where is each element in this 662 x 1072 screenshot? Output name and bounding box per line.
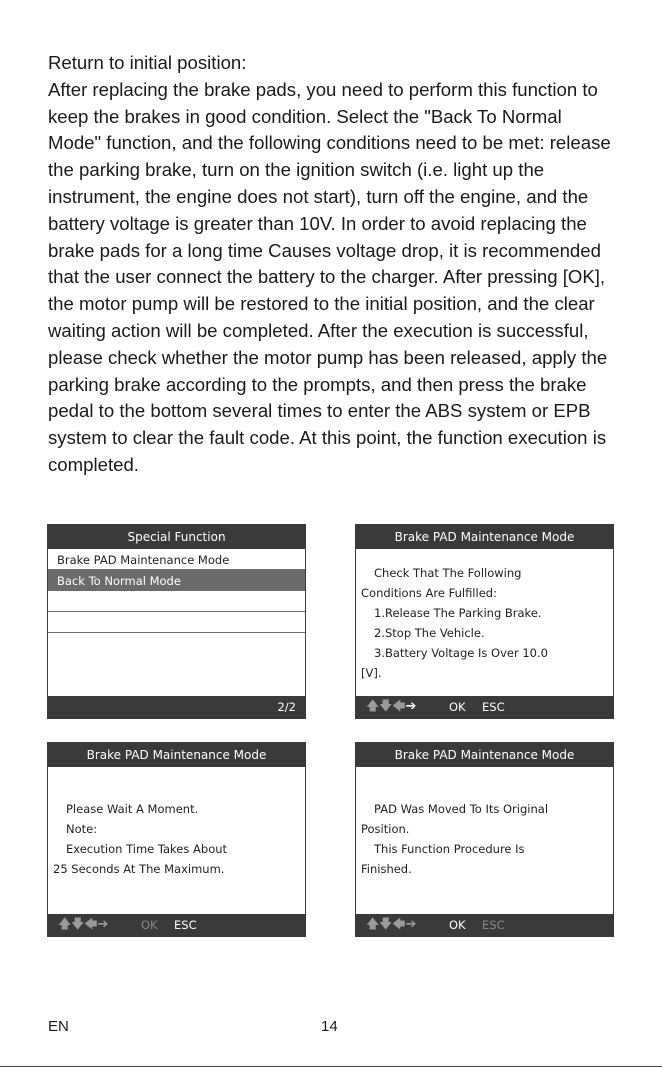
menu-item-back-to-normal[interactable]: Back To Normal Mode	[48, 570, 305, 591]
message-line: Note:	[66, 822, 98, 836]
nav-arrows	[366, 696, 418, 718]
page-number: 14	[321, 1018, 338, 1035]
message-line: [V].	[361, 666, 382, 680]
screen-finished	[355, 742, 614, 937]
arrow-left-icon[interactable]: 🡄	[392, 699, 406, 714]
section-heading: Return to initial position:	[48, 52, 247, 73]
screen-footer	[48, 914, 305, 936]
screen-title: Special Function	[48, 525, 305, 549]
section-body: After replacing the brake pads, you need to perform this function to keep the brakes in good condition. Select the "Back To Normal Mode" function, and the following conditions need to be met: release the parking brake, turn on the ignition switch (i.e. light up the instrument, the engine does not start), turn off the engine, and the battery voltage is greater than 10V. In order to avoid replacing the brake pads for a long time Causes voltage drop, it is recommended that the user connect the battery to the charger. After pressing [OK], the motor pump will be restored to the initial position, and the clear waiting action will be completed. After the execution is successful, please check whether the motor pump has been released, apply the parking brake according to the prompts, and then press the brake pedal to the bottom several times to enter the ABS system or EPB system to clear the fault code. At this point, the function execution is completed.	[48, 78, 611, 475]
arrow-down-icon[interactable]: 🡇	[71, 917, 85, 932]
screen-conditions	[355, 524, 614, 719]
ok-button[interactable]: OK	[449, 700, 466, 714]
screen-footer	[356, 696, 613, 718]
screen-footer	[48, 696, 305, 718]
screen-title: Brake PAD Maintenance Mode	[48, 743, 305, 767]
arrow-up-icon[interactable]: 🡅	[366, 699, 380, 714]
arrow-down-icon[interactable]: 🡇	[379, 699, 393, 714]
screen-please-wait	[47, 742, 306, 937]
instruction-text	[48, 50, 618, 479]
message-line: PAD Was Moved To Its Original	[374, 802, 549, 816]
bottom-divider	[0, 1066, 662, 1067]
arrow-up-icon[interactable]: 🡅	[58, 917, 72, 932]
screen-title: Brake PAD Maintenance Mode	[356, 525, 613, 549]
nav-arrows	[366, 914, 418, 936]
nav-arrows	[58, 914, 110, 936]
arrow-up-icon[interactable]: 🡅	[366, 917, 380, 932]
message-line: Please Wait A Moment.	[66, 802, 199, 816]
screen-message	[53, 799, 301, 879]
message-line: Finished.	[361, 862, 412, 876]
esc-button[interactable]: ESC	[174, 918, 197, 932]
arrow-right-icon[interactable]: ➔	[405, 699, 417, 714]
menu-item-empty	[48, 591, 305, 612]
function-menu	[48, 549, 305, 654]
message-line: Check That The Following	[374, 566, 522, 580]
screen-message	[361, 563, 609, 683]
screen-title: Brake PAD Maintenance Mode	[356, 743, 613, 767]
esc-button[interactable]: ESC	[482, 700, 505, 714]
message-line: This Function Procedure Is	[374, 842, 525, 856]
menu-item-empty	[48, 633, 305, 654]
screen-footer	[356, 914, 613, 936]
arrow-right-icon[interactable]: ➔	[405, 917, 417, 932]
page-indicator: 2/2	[277, 700, 296, 714]
menu-item-brake-pad-maintenance[interactable]: Brake PAD Maintenance Mode	[48, 549, 305, 570]
arrow-down-icon[interactable]: 🡇	[379, 917, 393, 932]
message-line: 25 Seconds At The Maximum.	[53, 862, 225, 876]
message-line: 3.Battery Voltage Is Over 10.0	[374, 646, 548, 660]
message-line: Execution Time Takes About	[66, 842, 228, 856]
ok-button[interactable]: OK	[141, 918, 158, 932]
arrow-left-icon[interactable]: 🡄	[392, 917, 406, 932]
message-line: 2.Stop The Vehicle.	[374, 626, 485, 640]
message-line: 1.Release The Parking Brake.	[374, 606, 542, 620]
message-line: Conditions Are Fulfilled:	[361, 586, 497, 600]
screen-special-function	[47, 524, 306, 719]
language-label: EN	[48, 1018, 69, 1035]
arrow-left-icon[interactable]: 🡄	[84, 917, 98, 932]
arrow-right-icon[interactable]: ➔	[97, 917, 109, 932]
esc-button[interactable]: ESC	[482, 918, 505, 932]
screen-message	[361, 799, 609, 879]
message-line: Position.	[361, 822, 410, 836]
menu-item-empty	[48, 612, 305, 633]
ok-button[interactable]: OK	[449, 918, 466, 932]
